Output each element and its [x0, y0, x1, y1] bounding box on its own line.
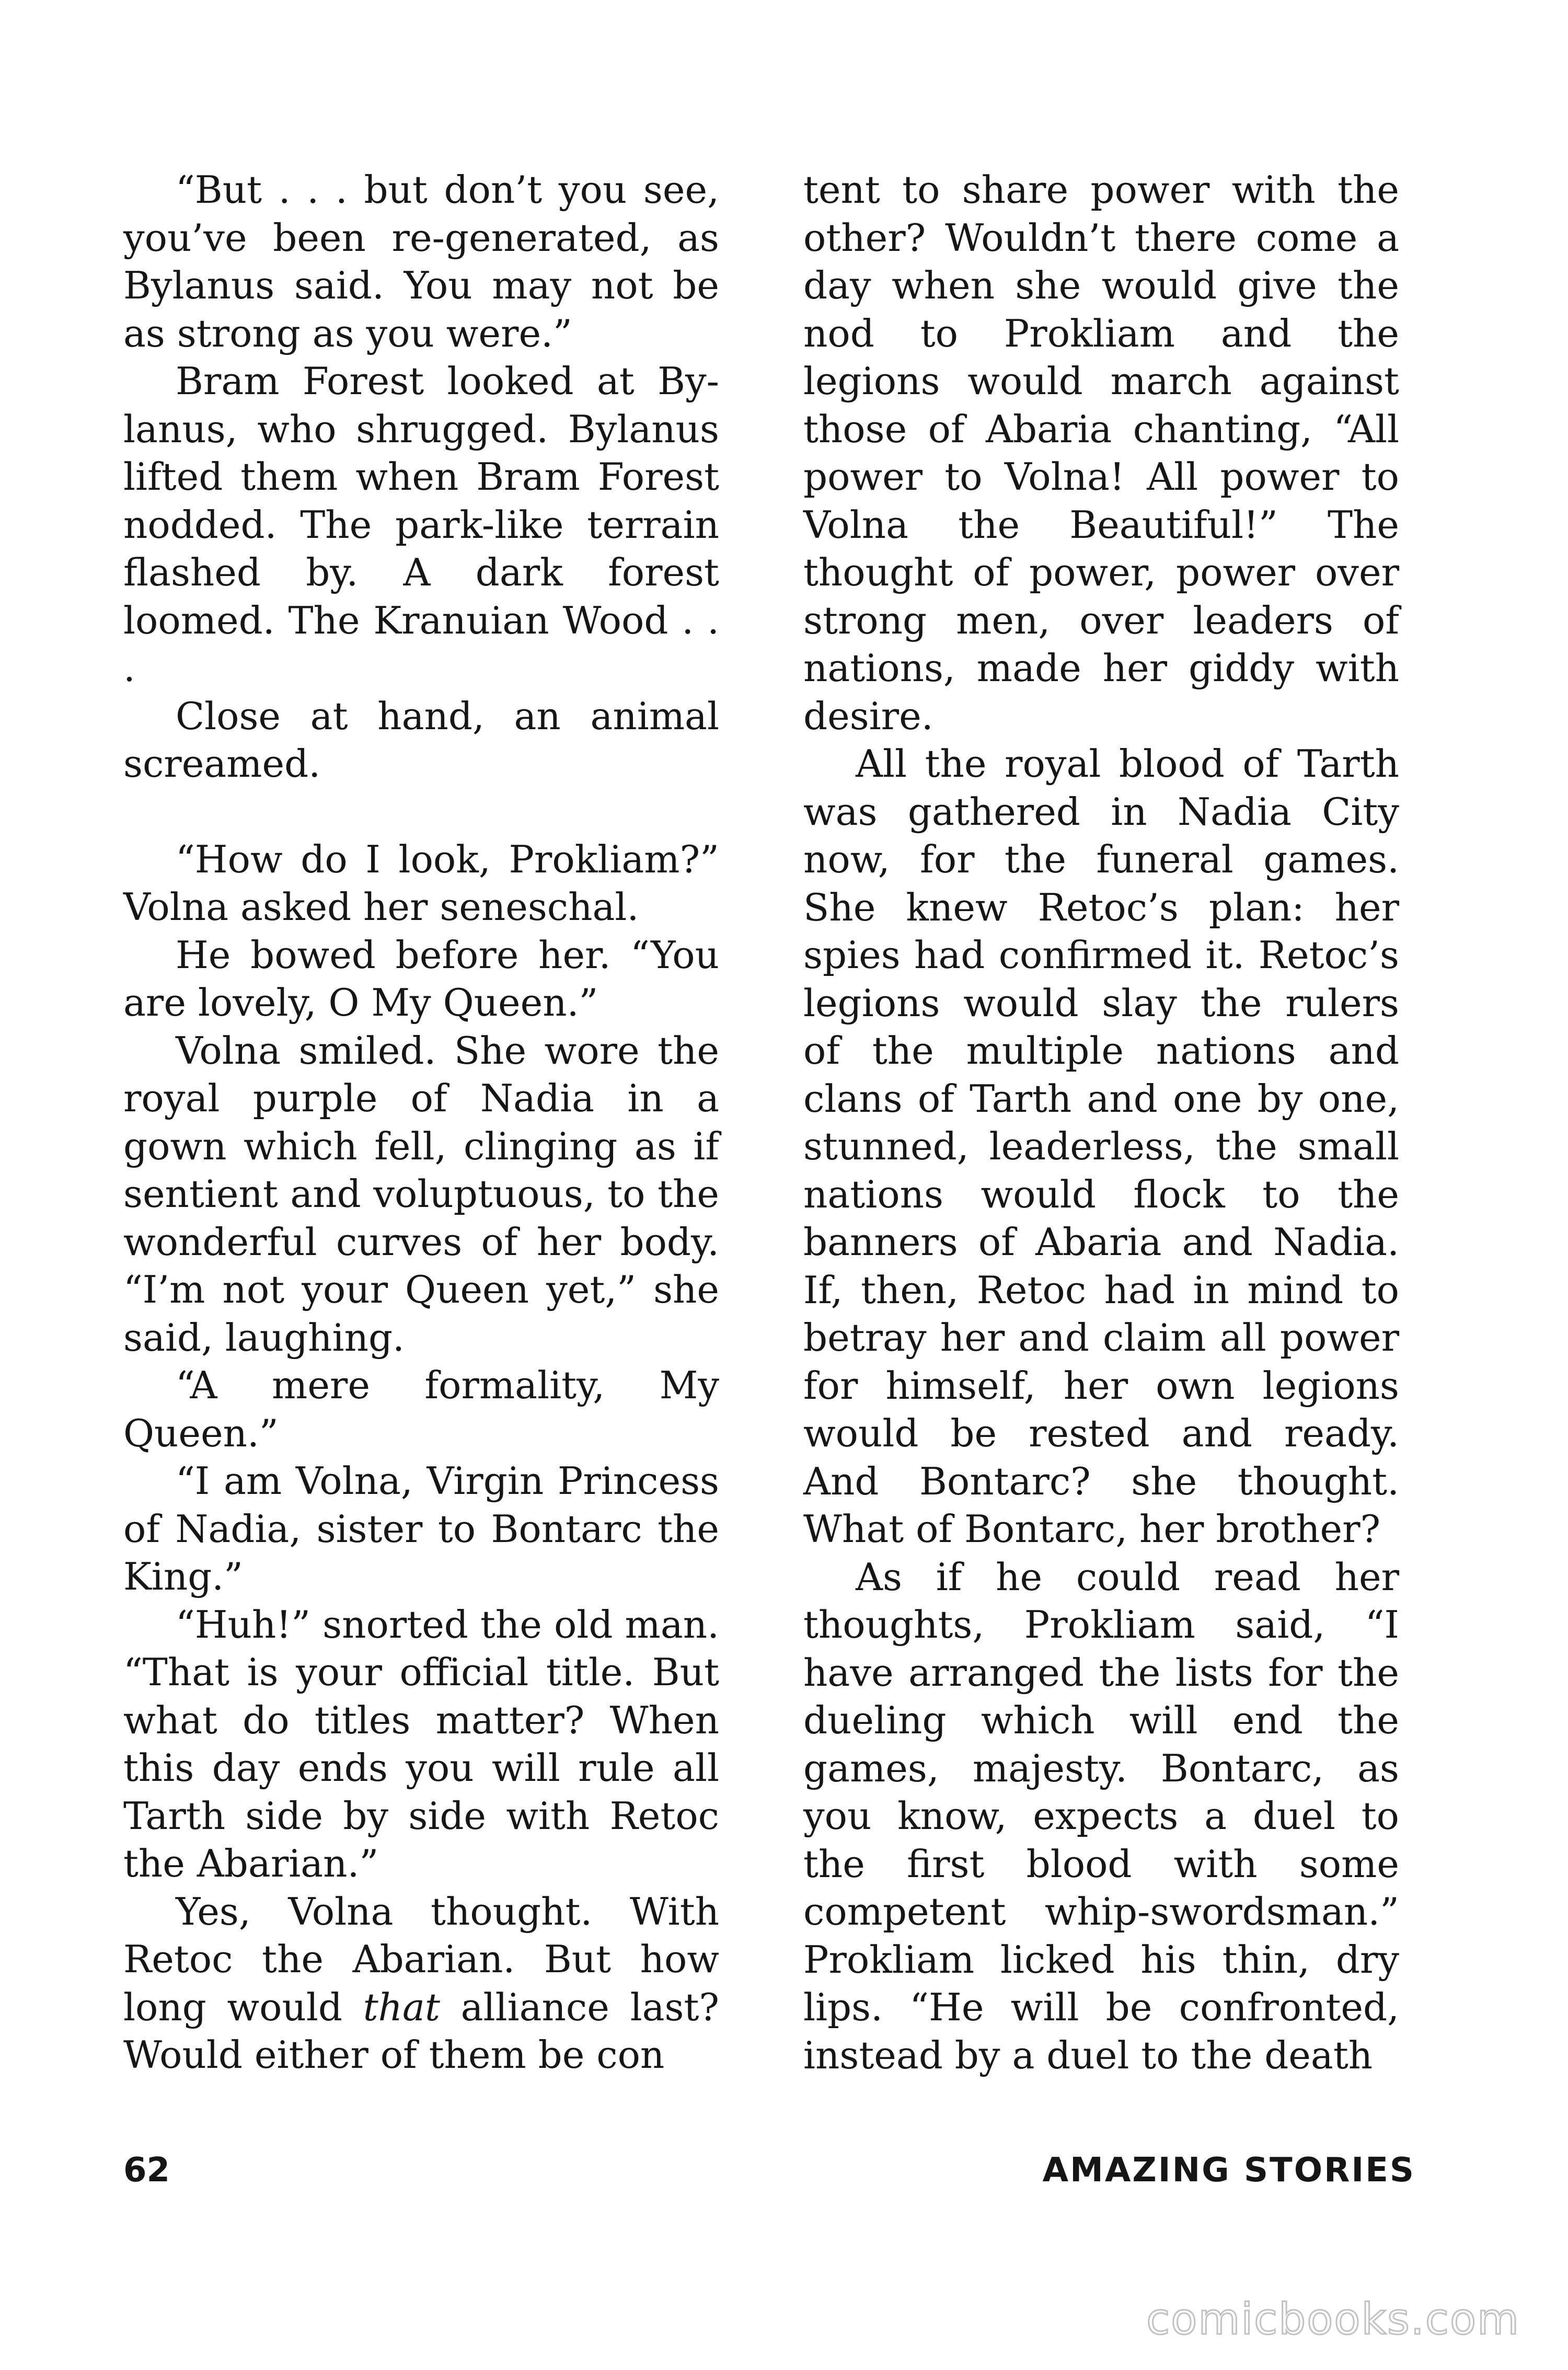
paragraph: All the royal blood of Tarth was gathered in Nadia City now, for the funeral games. She knew Retoc’s plan: her spies had confirmed it. Retoc’s legions would slay the rulers of the multiple nations and clans of Tarth and one by one, stunned, leaderless, the small nations would flock to the banners of Abaria and Nadia. If, then, Retoc had in mind to betray her and claim all power for himself, her own legions would be rested and ready. And Bontarc? she thought. What of Bontarc, her brother? — [803, 742, 1399, 1551]
paragraph: He bowed before her. “You are lovely, O My Queen.” — [123, 933, 719, 1025]
paragraph: As if he could read her thoughts, Prokliam said, “I have arranged the lists for the dueling which will end the games, majesty. Bontarc, as you know, expects a duel to the first blood with some competent whip-swordsman.” Prokliam licked his thin, dry lips. “He will be confronted, instead by a duel to the death — [803, 1555, 1399, 2077]
paragraph: “But . . . but don’t you see, you’ve been re-generated, as Bylanus said. You may not be as strong as you were.” — [123, 168, 719, 355]
paragraph: “How do I look, Prokliam?” Volna asked her seneschal. — [123, 837, 719, 929]
text-run: alliance last? Would either of them be con — [123, 1985, 720, 2077]
continued-paragraph: tent to share power with the other? Wouldn’t there come a day when she would give the nod to Prokliam and the legions would march against those of Abaria chanting, “All power to Volna! All power to Volna the Beautiful!” The thought of power, power over strong men, over leaders of nations, made her giddy with desire. — [803, 168, 1399, 738]
paragraph: “I am Volna, Virgin Princess of Nadia, sister to Bontarc the King.” — [123, 1459, 719, 1598]
paragraph: Volna smiled. She wore the royal purple of Nadia in a gown which fell, clinging as if sentient and voluptuous, to the wonderful curves of her body. “I’m not your Queen yet,” she said, laughing. — [123, 1028, 719, 1360]
paragraph: “A mere formality, My Queen.” — [123, 1363, 719, 1455]
right-text-column — [803, 166, 1399, 2079]
emphasis-text: that — [363, 1985, 440, 2029]
paragraph: Bram Forest looked at Bylanus, who shrugged. Bylanus lifted them when Bram Forest nodded. The park-like terrain flashed by. A dark forest loomed. The Kranuian Wood . . . — [123, 359, 719, 690]
left-text-column — [123, 166, 719, 2079]
paragraph: “Huh!” snorted the old man. “That is your official title. But what do titles matter? When this day ends you will rule all Tarth side by side with Retoc the Abarian.” — [123, 1602, 719, 1885]
paragraph — [123, 1888, 719, 2079]
magazine-title-footer: AMAZING STORIES — [1042, 2151, 1415, 2190]
text-run: Yes, Volna thought. With Retoc the Abarian. But how long would — [123, 1889, 719, 2029]
page-number: 62 — [123, 2151, 170, 2190]
watermark: comicbooks.com — [1146, 2295, 1520, 2344]
paragraph: Close at hand, an animal screamed. — [123, 694, 719, 786]
